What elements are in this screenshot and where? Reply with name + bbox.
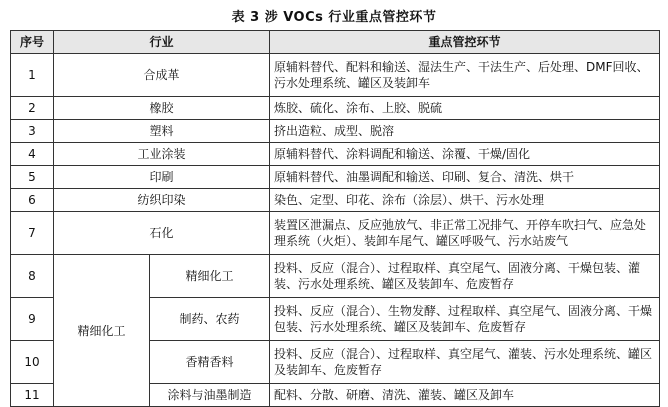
row-key: 原辅料替代、涂料调配和输送、涂覆、干燥/固化 [270, 143, 660, 166]
voc-control-table [10, 30, 660, 407]
row-group: 精细化工 [54, 255, 150, 407]
row-key: 投料、反应（混合）、生物发酵、过程取样、真空尾气、固液分离、干燥包装、污水处理系统、罐区及装卸车、危废暂存 [270, 298, 660, 341]
row-no: 11 [11, 384, 54, 407]
row-no: 5 [11, 166, 54, 189]
row-no: 9 [11, 298, 54, 341]
table-row [11, 255, 660, 298]
header-key: 重点管控环节 [270, 31, 660, 54]
row-key: 原辅料替代、配料和输送、湿法生产、干法生产、后处理、DMF回收、污水处理系统、罐区及装卸车 [270, 54, 660, 97]
table-row [11, 143, 660, 166]
table-row [11, 54, 660, 97]
row-no: 4 [11, 143, 54, 166]
row-key: 染色、定型、印花、涂布（涂层）、烘干、污水处理 [270, 189, 660, 212]
row-industry: 工业涂装 [54, 143, 270, 166]
row-no: 7 [11, 212, 54, 255]
row-industry: 合成革 [54, 54, 270, 97]
table-row [11, 212, 660, 255]
table-row [11, 189, 660, 212]
row-industry: 石化 [54, 212, 270, 255]
table-row [11, 120, 660, 143]
row-key: 投料、反应（混合）、过程取样、真空尾气、固液分离、干燥包装、灌装、污水处理系统、罐区及装卸车、危废暂存 [270, 255, 660, 298]
row-no: 6 [11, 189, 54, 212]
row-industry: 精细化工 [150, 255, 270, 298]
row-no: 10 [11, 341, 54, 384]
table-title: 表 3 涉 VOCs 行业重点管控环节 [231, 10, 437, 25]
row-industry: 塑料 [54, 120, 270, 143]
row-no: 1 [11, 54, 54, 97]
row-no: 2 [11, 97, 54, 120]
row-industry: 橡胶 [54, 97, 270, 120]
row-key: 挤出造粒、成型、脱溶 [270, 120, 660, 143]
header-no: 序号 [11, 31, 54, 54]
header-industry: 行业 [54, 31, 270, 54]
table-row [11, 166, 660, 189]
row-key: 装置区泄漏点、反应弛放气、非正常工况排气、开停车吹扫气、应急处理系统（火炬）、装卸车尾气、罐区呼吸气、污水站废气 [270, 212, 660, 255]
row-key: 原辅料替代、油墨调配和输送、印刷、复合、清洗、烘干 [270, 166, 660, 189]
row-industry: 制药、农药 [150, 298, 270, 341]
header-row [11, 31, 660, 54]
row-key: 投料、反应（混合）、过程取样、真空尾气、灌装、污水处理系统、罐区及装卸车、危废暂存 [270, 341, 660, 384]
row-no: 8 [11, 255, 54, 298]
row-key: 炼胶、硫化、涂布、上胶、脱硫 [270, 97, 660, 120]
row-industry: 纺织印染 [54, 189, 270, 212]
row-no: 3 [11, 120, 54, 143]
row-industry: 印刷 [54, 166, 270, 189]
row-key: 配料、分散、研磨、清洗、灌装、罐区及卸车 [270, 384, 660, 407]
row-industry: 涂料与油墨制造 [150, 384, 270, 407]
row-industry: 香精香料 [150, 341, 270, 384]
table-row [11, 97, 660, 120]
